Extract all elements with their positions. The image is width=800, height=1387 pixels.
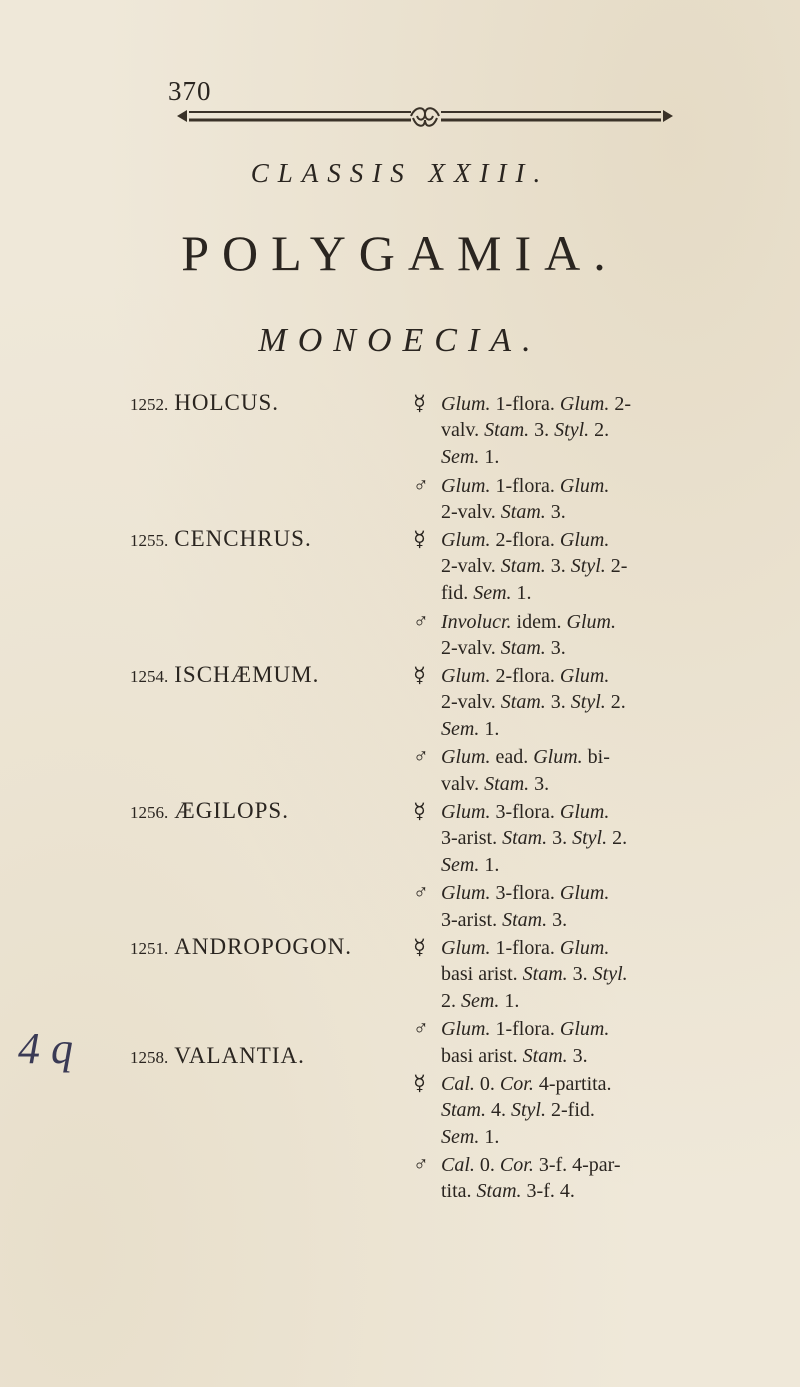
description-text: 3-arist. Stam. 3. bbox=[441, 908, 568, 931]
description-line bbox=[413, 798, 793, 825]
description-text: Glum. 2-flora. Glum. bbox=[441, 664, 610, 687]
genus-name: CENCHRUS. bbox=[174, 526, 312, 551]
description-line bbox=[413, 852, 793, 879]
description-line bbox=[413, 1097, 793, 1124]
description-line bbox=[413, 934, 793, 961]
male-symbol-icon: ♂ bbox=[413, 744, 429, 769]
genus-number: 1258. bbox=[130, 1048, 169, 1067]
genus-entry bbox=[130, 1043, 305, 1069]
genus-entry bbox=[130, 526, 312, 552]
description-text: Glum. 2-flora. Glum. bbox=[441, 528, 610, 551]
hermaphrodite-symbol-icon: ☿ bbox=[413, 391, 426, 415]
ordo-title: POLYGAMIA. bbox=[181, 225, 619, 281]
description-text: Sem. 1. bbox=[441, 446, 500, 469]
description-line bbox=[413, 1015, 793, 1042]
description-line bbox=[413, 716, 793, 743]
male-symbol-icon: ♂ bbox=[413, 608, 429, 633]
description-text: basi arist. Stam. 3. bbox=[441, 1044, 588, 1067]
hermaphrodite-symbol-icon: ☿ bbox=[413, 934, 426, 959]
genus-number: 1255. bbox=[130, 531, 169, 550]
description-line bbox=[413, 417, 793, 444]
page-number: 370 bbox=[168, 76, 212, 106]
description-text: Glum. 3-flora. Glum. bbox=[441, 882, 610, 905]
description-line bbox=[413, 771, 793, 798]
description-line bbox=[413, 499, 793, 526]
genus-name: ANDROPOGON. bbox=[174, 934, 353, 959]
male-symbol-icon: ♂ bbox=[413, 1016, 429, 1041]
description-line bbox=[413, 961, 793, 988]
description-text: Glum. ead. Glum. bi- bbox=[441, 746, 610, 769]
description-text: fid. Sem. 1. bbox=[441, 582, 532, 605]
description-text: valv. Stam. 3. Styl. 2. bbox=[441, 419, 610, 442]
hermaphrodite-symbol-icon: ☿ bbox=[413, 662, 426, 687]
genus-name: HOLCUS. bbox=[174, 390, 280, 415]
description-line bbox=[413, 526, 793, 553]
description-line bbox=[413, 825, 793, 852]
genus-number: 1254. bbox=[130, 667, 169, 686]
description-line bbox=[413, 662, 793, 689]
description-line bbox=[413, 472, 793, 499]
description-text: Cal. 0. Cor. 3-f. 4-par- bbox=[441, 1154, 621, 1177]
description-line bbox=[413, 580, 793, 607]
genus-entry bbox=[130, 934, 352, 960]
description-text: Cal. 0. Cor. 4-partita. bbox=[441, 1072, 612, 1095]
genus-name: ÆGILOPS. bbox=[174, 798, 289, 823]
description-line bbox=[413, 1151, 793, 1178]
description-line bbox=[413, 635, 793, 662]
description-line bbox=[413, 689, 793, 716]
genus-entry bbox=[130, 798, 289, 824]
hermaphrodite-symbol-icon: ☿ bbox=[413, 1070, 426, 1095]
ordo-subtitle: MONOECIA. bbox=[258, 322, 542, 359]
description-text: basi arist. Stam. 3. Styl. bbox=[441, 962, 628, 985]
description-text: Sem. 1. bbox=[441, 1126, 500, 1149]
hermaphrodite-symbol-icon: ☿ bbox=[413, 798, 426, 823]
description-text: 2-valv. Stam. 3. Styl. 2. bbox=[441, 691, 626, 714]
handwritten-margin-note: 4 q bbox=[18, 1024, 73, 1073]
description-line bbox=[413, 1178, 793, 1205]
male-symbol-icon: ♂ bbox=[413, 472, 429, 497]
description-text: 2-valv. Stam. 3. Styl. 2- bbox=[441, 555, 628, 578]
description-line bbox=[413, 743, 793, 770]
description-text: Stam. 4. Styl. 2-fid. bbox=[441, 1098, 595, 1121]
genus-name: ISCHÆMUM. bbox=[174, 662, 320, 687]
description-text: Glum. 1-flora. Glum. bbox=[441, 474, 610, 497]
header-ornament-rule bbox=[175, 104, 675, 130]
description-text: Glum. 3-flora. Glum. bbox=[441, 800, 610, 823]
genus-number: 1252. bbox=[130, 395, 169, 414]
classis-heading: CLASSIS XXIII. bbox=[250, 158, 550, 188]
description-text: Glum. 1-flora. Glum. bbox=[441, 1018, 610, 1041]
description-line bbox=[413, 988, 793, 1015]
description-text: 3-arist. Stam. 3. Styl. 2. bbox=[441, 827, 628, 849]
description-text: 2. Sem. 1. bbox=[441, 990, 520, 1013]
description-line bbox=[413, 390, 793, 417]
description-text: Sem. 1. bbox=[441, 854, 500, 877]
description-line bbox=[413, 1070, 793, 1097]
description-text: Involucr. idem. Glum. bbox=[441, 610, 616, 633]
male-symbol-icon: ♂ bbox=[413, 1152, 429, 1177]
description-text: Sem. 1. bbox=[441, 718, 500, 741]
genus-entry bbox=[130, 390, 279, 416]
description-line bbox=[413, 444, 793, 471]
description-text: valv. Stam. 3. bbox=[441, 772, 550, 795]
description-text: 2-valv. Stam. 3. bbox=[441, 500, 566, 523]
character-descriptions bbox=[413, 390, 793, 1206]
genus-name: VALANTIA. bbox=[174, 1043, 305, 1068]
genus-number: 1251. bbox=[130, 939, 169, 958]
genus-entry bbox=[130, 662, 319, 688]
hermaphrodite-symbol-icon: ☿ bbox=[413, 526, 426, 551]
description-text: Glum. 1-flora. Glum. bbox=[441, 936, 610, 959]
male-symbol-icon: ♂ bbox=[413, 880, 429, 905]
description-text: tita. Stam. 3-f. 4. bbox=[441, 1180, 575, 1203]
genus-number: 1256. bbox=[130, 803, 169, 822]
description-text: Glum. 1-flora. Glum. 2- bbox=[441, 393, 631, 415]
description-line bbox=[413, 1124, 793, 1151]
description-line bbox=[413, 608, 793, 635]
description-line bbox=[413, 907, 793, 934]
description-line bbox=[413, 553, 793, 580]
description-line bbox=[413, 879, 793, 906]
description-text: 2-valv. Stam. 3. bbox=[441, 636, 566, 659]
description-line bbox=[413, 1043, 793, 1070]
